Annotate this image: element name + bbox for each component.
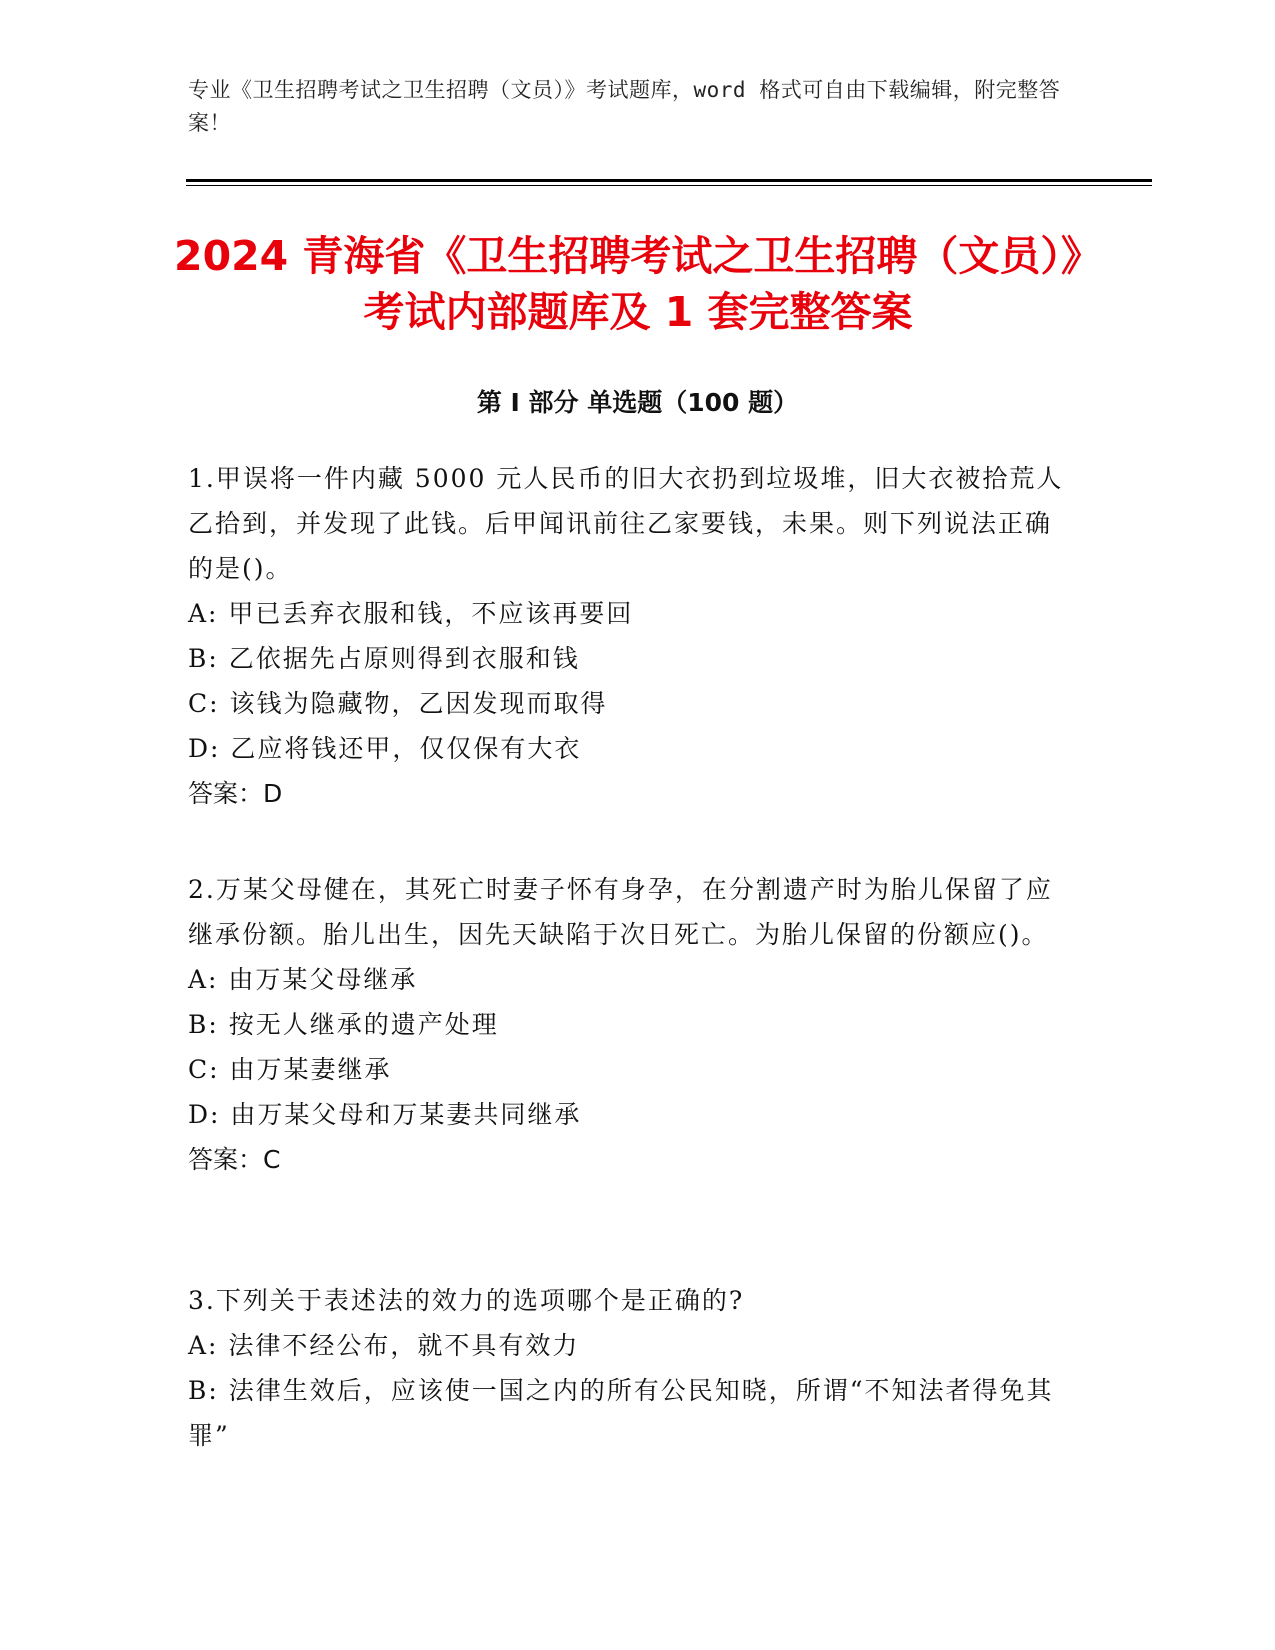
question-2 — [188, 867, 1078, 1182]
answer-text: 答案：C — [188, 1145, 281, 1174]
option-b: B: 法律生效后，应该使一国之内的所有公民知晓，所谓“不知法者得免其罪” — [188, 1376, 1054, 1450]
option-a: A: 甲已丢弃衣服和钱，不应该再要回 — [188, 599, 634, 628]
option-a: A: 由万某父母继承 — [188, 965, 418, 994]
question-stem: 2.万某父母健在，其死亡时妻子怀有身孕，在分割遗产时为胎儿保留了应继承份额。胎儿出生，因先天缺陷于次日死亡。为胎儿保留的份额应()。 — [188, 875, 1053, 949]
question-3 — [188, 1278, 1078, 1458]
option-d: D: 由万某父母和万某妻共同继承 — [188, 1100, 582, 1129]
option-c: C: 该钱为隐藏物，乙因发现而取得 — [188, 689, 608, 718]
question-stem: 3.下列关于表述法的效力的选项哪个是正确的? — [188, 1286, 745, 1315]
option-c: C: 由万某妻继承 — [188, 1055, 392, 1084]
option-d: D: 乙应将钱还甲，仅仅保有大衣 — [188, 734, 582, 763]
question-1 — [188, 456, 1078, 816]
document-title: 2024 青海省《卫生招聘考试之卫生招聘（文员）》考试内部题库及 1 套完整答案 — [174, 232, 1102, 336]
question-stem: 1.甲误将一件内藏 5000 元人民币的旧大衣扔到垃圾堆，旧大衣被拾荒人乙拾到，并发现了此钱。后甲闻讯前往乙家要钱，未果。则下列说法正确的是()。 — [188, 464, 1064, 583]
section-heading: 第 I 部分 单选题（100 题） — [476, 388, 799, 417]
header-note: 专业《卫生招聘考试之卫生招聘（文员）》考试题库，word 格式可自由下载编辑，附完整答案！ — [188, 78, 1061, 135]
option-a: A: 法律不经公布，就不具有效力 — [188, 1331, 580, 1360]
option-b: B: 乙依据先占原则得到衣服和钱 — [188, 644, 580, 673]
answer-text: 答案：D — [188, 779, 283, 808]
header-rule-thin — [186, 185, 1152, 186]
header-rule-thick — [186, 179, 1152, 182]
option-b: B: 按无人继承的遗产处理 — [188, 1010, 499, 1039]
